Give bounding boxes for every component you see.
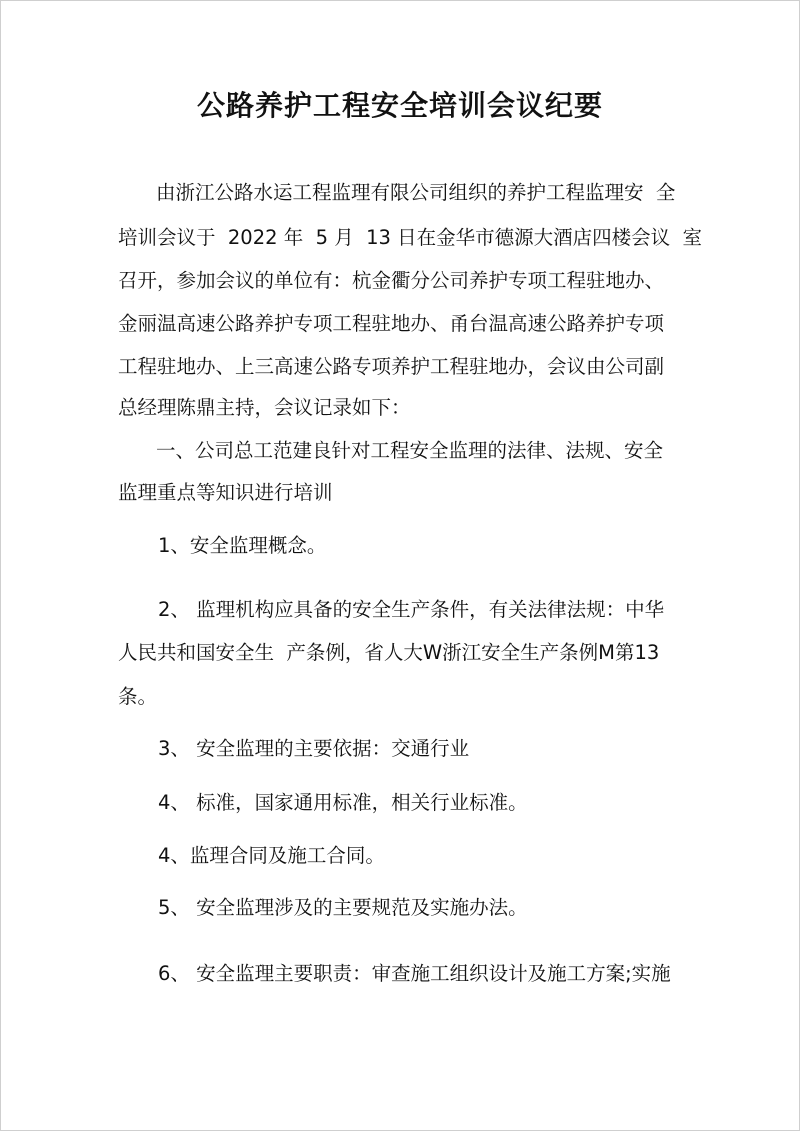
list-item: 6、 安全监理主要职责：审查施工组织设计及施工方案;实施 xyxy=(158,962,671,985)
paragraph-line: 金丽温高速公路养护专项工程驻地办、甬台温高速公路养护专项 xyxy=(118,312,665,335)
list-item: 5、 安全监理涉及的主要规范及实施办法。 xyxy=(158,896,528,919)
list-item: 2、 监理机构应具备的安全生产条件，有关法律法规：中华 xyxy=(158,598,665,621)
list-item: 4、 标准，国家通用标准，相关行业标准。 xyxy=(158,791,528,814)
paragraph-line: 总经理陈鼎主持，会议记录如下： xyxy=(118,396,411,419)
list-item: 1、安全监理概念。 xyxy=(158,534,327,557)
paragraph-line: 召开，参加会议的单位有：杭金衢分公司养护专项工程驻地办、 xyxy=(118,269,665,292)
paragraph-line: 培训会议于 2022 年 5 月 13 日在金华市德源大酒店四楼会议 室 xyxy=(118,226,703,249)
list-item: 3、 安全监理的主要依据：交通行业 xyxy=(158,737,470,760)
list-item-continuation: 人民共和国安全生 产条例，省人大W浙江安全生产条例M第13 xyxy=(118,641,660,664)
paragraph-line: 监理重点等知识进行培训 xyxy=(118,481,333,504)
paragraph-line: 由浙江公路水运工程监理有限公司组织的养护工程监理安 全 xyxy=(156,181,676,204)
list-item: 4、监理合同及施工合同。 xyxy=(158,844,385,867)
paragraph-line: 一、公司总工范建良针对工程安全监理的法律、法规、安全 xyxy=(156,439,664,462)
paragraph-line: 工程驻地办、上三高速公路专项养护工程驻地办，会议由公司副 xyxy=(118,355,665,378)
document-title: 公路养护工程安全培训会议纪要 xyxy=(196,89,603,122)
list-item-continuation: 条。 xyxy=(118,685,158,708)
